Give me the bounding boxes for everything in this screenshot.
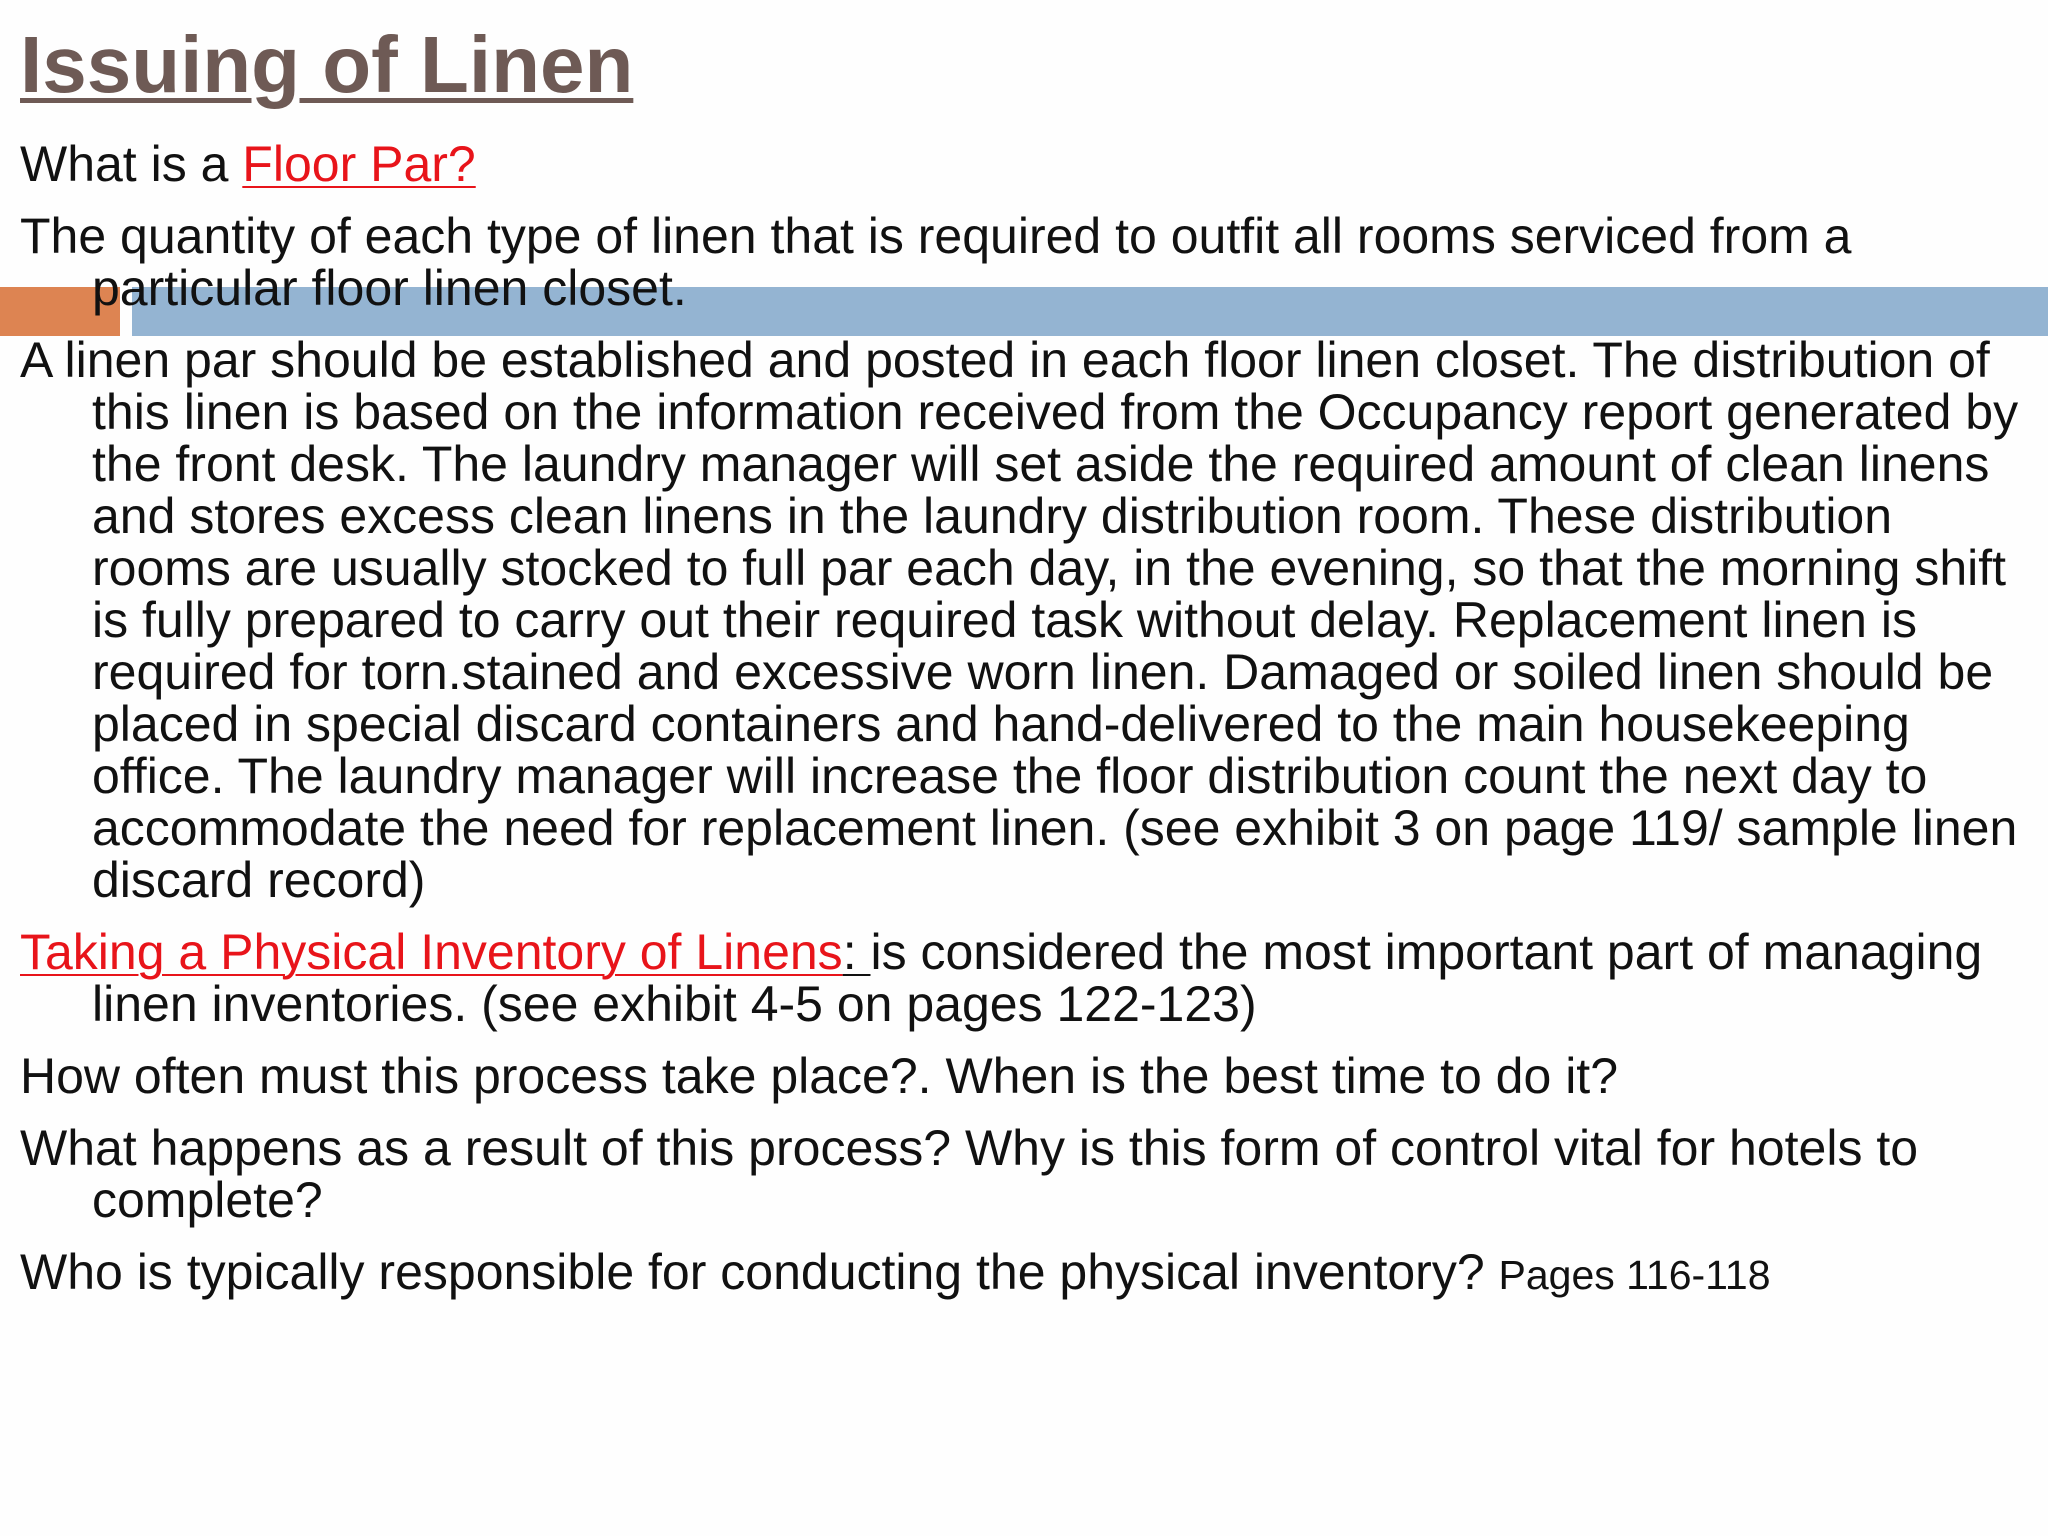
question-floor-par (20, 138, 2032, 190)
question-prefix: What is a (20, 136, 243, 192)
question-result: What happens as a result of this process? Why is this form of control vital for hotels to complete? (20, 1120, 1919, 1228)
slide-title: Issuing of Linen (20, 20, 634, 109)
slide-body (20, 138, 2032, 1321)
floor-par-link[interactable]: Floor Par? (242, 136, 476, 192)
physical-inventory-link[interactable]: Taking a Physical Inventory of Linens (20, 924, 843, 980)
page-reference: Pages 116-118 (1498, 1252, 1771, 1298)
linen-par-paragraph: A linen par should be established and posted in each floor linen closet. The distribution of this linen is based on the information received from the Occupancy report generated by the front desk. The laundry manager will set aside the required amount of clean linens and stores excess clean linens in the laundry distribution room. These distribution rooms are usually stocked to full par each day, in the evening, so that the morning shift is fully prepared to carry out their required task without delay. Replacement linen is required for torn.stained and excessive worn linen. Damaged or soiled linen should be placed in special discard containers and hand-delivered to the main housekeeping office. The laundry manager will increase the floor distribution count the next day to accommodate the need for replacement linen. (see exhibit 3 on page 119/ sample linen discard record) (20, 332, 2019, 908)
physical-inventory-text: is considered the most important part of managing linen inventories. (see exhibit 4-5 on pages 122-123) (92, 924, 1983, 1032)
responsible-text: Who is typically responsible for conducting the physical inventory? (20, 1244, 1499, 1300)
physical-inventory-paragraph (20, 926, 2032, 1030)
floor-par-definition: The quantity of each type of linen that is required to outfit all rooms serviced from a particular floor linen closet. (20, 208, 1852, 316)
question-how-often: How often must this process take place?. When is the best time to do it? (20, 1048, 1618, 1104)
physical-inventory-colon: : (842, 924, 871, 980)
question-responsible (20, 1246, 2032, 1301)
